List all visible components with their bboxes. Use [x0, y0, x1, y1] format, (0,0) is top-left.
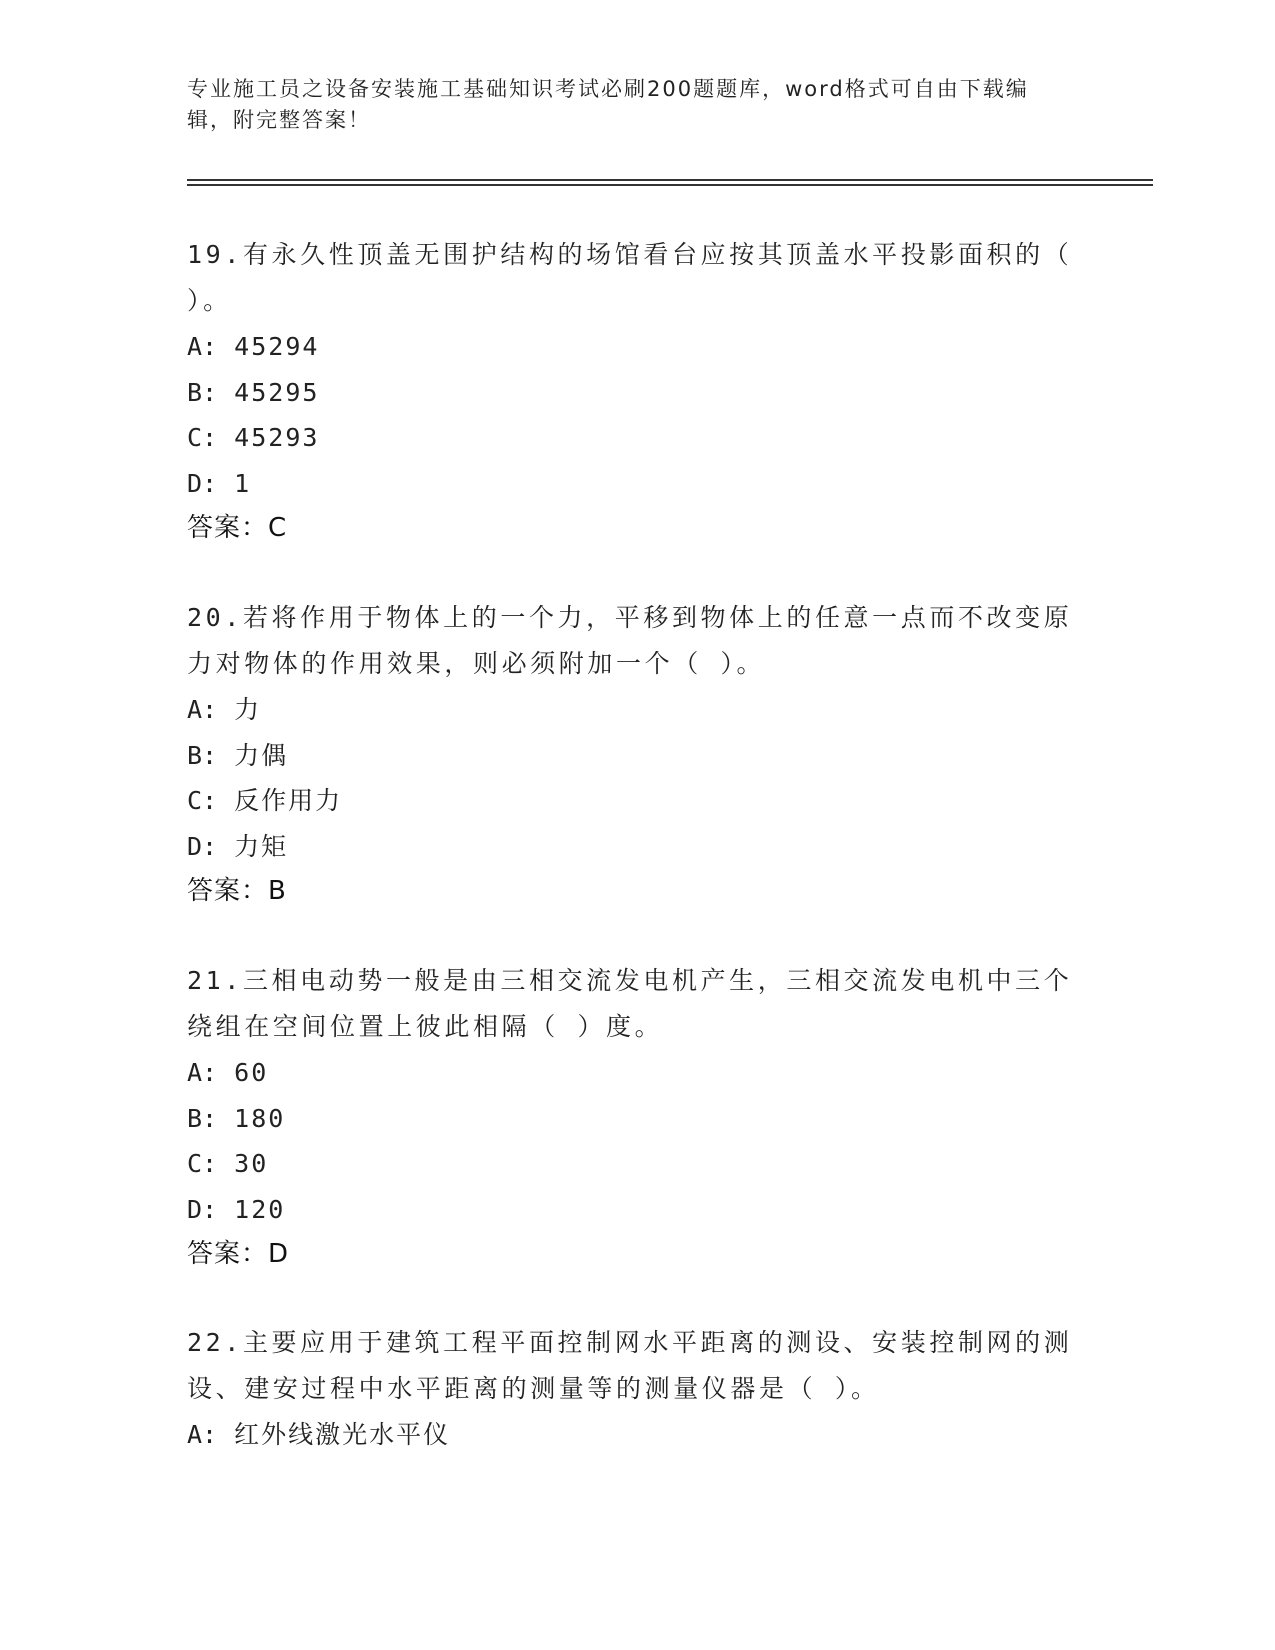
- option-text: 力矩: [234, 831, 289, 861]
- option-letter: B:: [187, 377, 218, 407]
- option-text: 45294: [234, 332, 320, 361]
- option-letter: B:: [187, 1103, 218, 1133]
- question-text: 21.三相电动势一般是由三相交流发电机产生，三相交流发电机中三个绕组在空间位置上彼此相隔（ ）度。: [187, 966, 1073, 1041]
- option-letter: A:: [187, 332, 218, 361]
- option-d: [187, 461, 1077, 507]
- question-19: [187, 232, 1077, 550]
- option-b: [187, 733, 1077, 779]
- question-20: [187, 595, 1077, 913]
- option-b: [187, 1096, 1077, 1142]
- question-text: 22.主要应用于建筑工程平面控制网水平距离的测设、安装控制网的测设、建安过程中水平距离的测量等的测量仪器是（ ）。: [187, 1328, 1073, 1403]
- document-header-title: 专业施工员之设备安装施工基础知识考试必刷200题题库，word格式可自由下载编辑，附完整答案！: [187, 77, 1029, 132]
- answer-label: 答案：B: [187, 876, 287, 906]
- option-text: 反作用力: [234, 786, 343, 815]
- option-letter: C:: [187, 1149, 218, 1178]
- option-b: [187, 370, 1077, 416]
- option-a: [187, 1050, 1077, 1096]
- option-text: 力: [234, 695, 262, 724]
- option-letter: C:: [187, 786, 218, 815]
- option-c: [187, 1141, 1077, 1187]
- option-text: 45295: [234, 377, 320, 407]
- question-21: [187, 958, 1077, 1276]
- option-d: [187, 1187, 1077, 1233]
- option-text: 1: [234, 468, 252, 498]
- option-letter: A:: [187, 1058, 218, 1087]
- option-d: [187, 824, 1077, 870]
- option-text: 120: [234, 1194, 286, 1224]
- option-letter: A:: [187, 695, 218, 724]
- option-letter: B:: [187, 740, 218, 770]
- answer-label: 答案：D: [187, 1239, 290, 1269]
- option-c: [187, 415, 1077, 461]
- option-letter: D:: [187, 1194, 218, 1224]
- option-text: 力偶: [234, 740, 289, 770]
- option-c: [187, 778, 1077, 824]
- header-divider-bottom: [187, 184, 1153, 186]
- option-a: [187, 1412, 1077, 1458]
- question-text: 19.有永久性顶盖无围护结构的场馆看台应按其顶盖水平投影面积的（ ）。: [187, 240, 1073, 315]
- option-letter: A:: [187, 1420, 218, 1449]
- option-text: 30: [234, 1149, 269, 1178]
- option-text: 45293: [234, 423, 320, 452]
- question-22: [187, 1320, 1077, 1458]
- option-letter: D:: [187, 468, 218, 498]
- question-text: 20.若将作用于物体上的一个力，平移到物体上的任意一点而不改变原力对物体的作用效果，则必须附加一个（ ）。: [187, 603, 1073, 678]
- option-text: 红外线激光水平仪: [234, 1420, 451, 1449]
- option-a: [187, 687, 1077, 733]
- header-divider-top: [187, 179, 1153, 181]
- answer-label: 答案：C: [187, 513, 288, 543]
- option-letter: D:: [187, 831, 218, 861]
- option-text: 60: [234, 1058, 269, 1087]
- option-text: 180: [234, 1103, 286, 1133]
- option-a: [187, 324, 1077, 370]
- option-letter: C:: [187, 423, 218, 452]
